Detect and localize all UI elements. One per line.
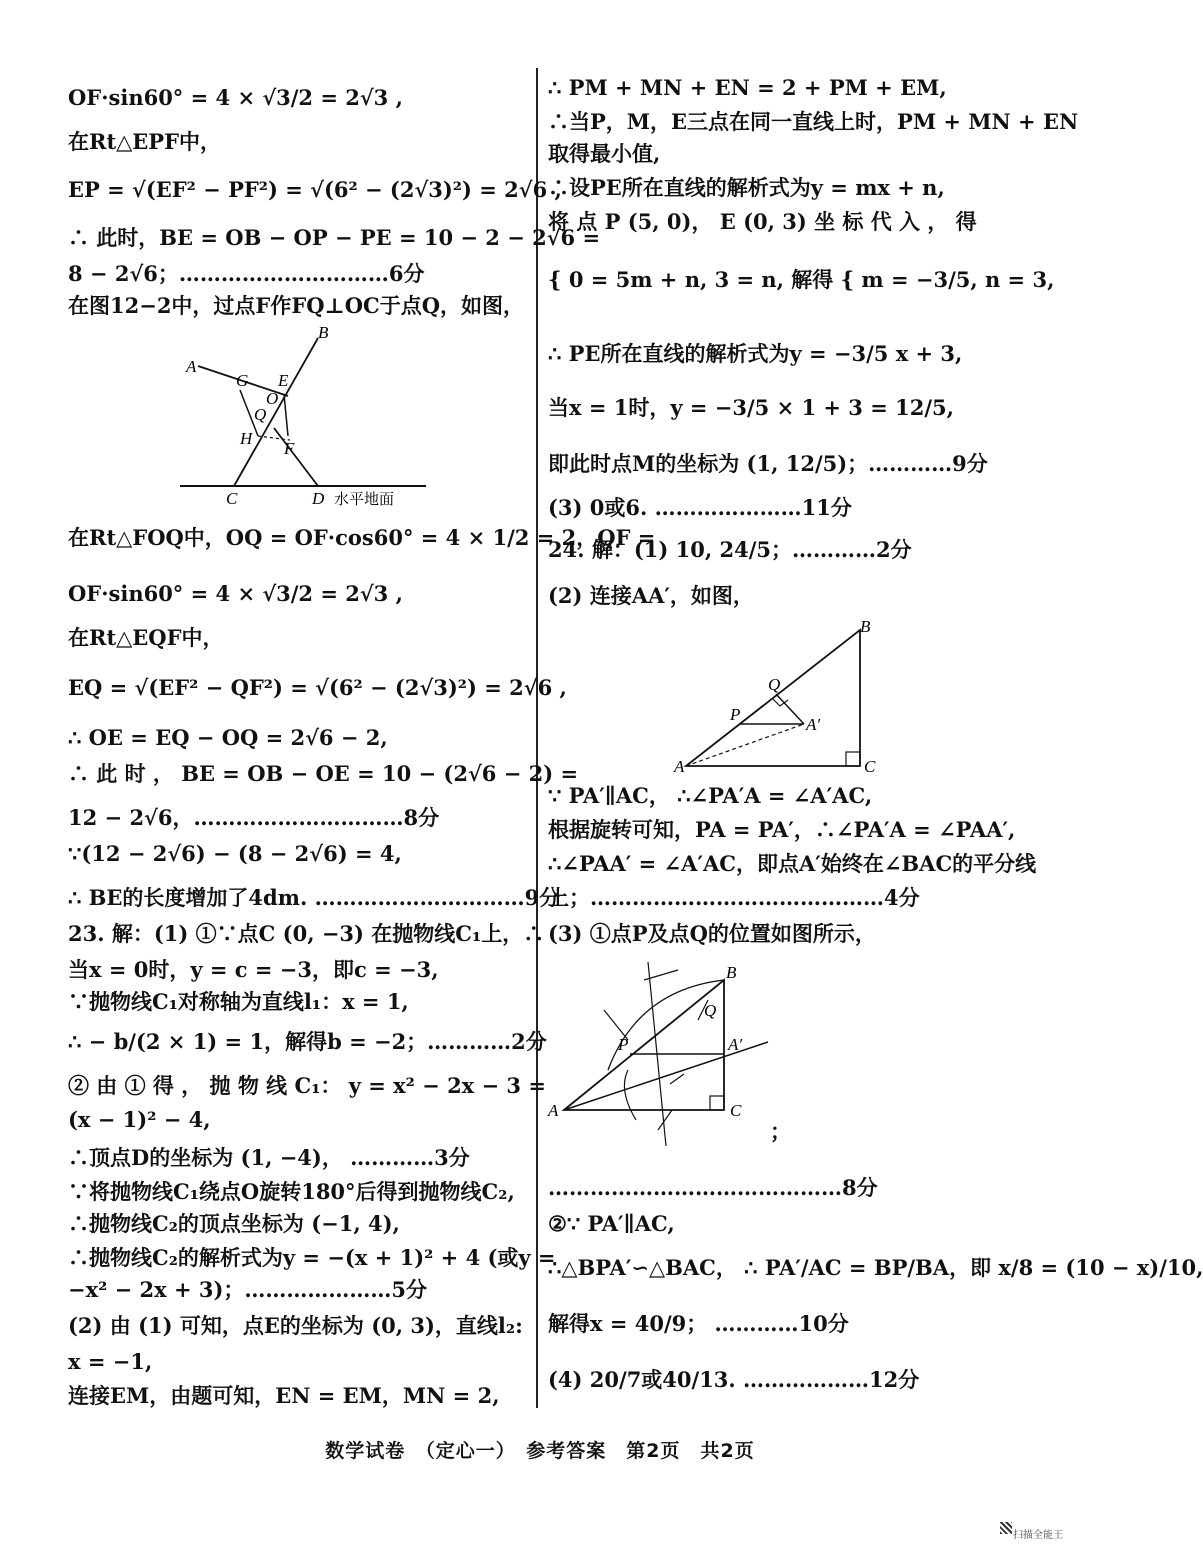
- text-line: ∴ PE所在直线的解析式为y = −3/5 x + 3,: [548, 341, 963, 366]
- fig1-label-G: G: [236, 371, 249, 390]
- text-line: ……………………………………8分: [548, 1175, 878, 1200]
- text-line: ∵抛物线C₁对称轴为直线l₁：x = 1,: [68, 989, 409, 1014]
- qr-code-icon: [1000, 1522, 1012, 1534]
- text-line: x = −1,: [68, 1349, 153, 1374]
- text-line: 上；……………………………………4分: [548, 885, 920, 910]
- text-line: 当x = 1时，y = −3/5 × 1 + 3 = 12/5,: [548, 395, 954, 420]
- text-line: 将 点 P (5, 0)， E (0, 3) 坐 标 代 入 ， 得: [548, 209, 977, 234]
- fig1-label-A: A: [186, 357, 197, 376]
- text-line: OF·sin60° = 4 × √3/2 = 2√3 ,: [68, 581, 403, 606]
- text-line: ∵将抛物线C₁绕点O旋转180°后得到抛物线C₂,: [68, 1179, 515, 1204]
- text-line: ∴ 此时，BE = OB − OP − PE = 10 − 2 − 2√6 =: [68, 225, 601, 250]
- fig1-label-B: B: [318, 323, 329, 342]
- fig2-label-A: A: [674, 757, 685, 776]
- text-line: ∴ BE的长度增加了4dm. …………………………9分: [68, 885, 561, 910]
- text-line: EQ = √(EF² − QF²) = √(6² − (2√3)²) = 2√6 ,: [68, 675, 567, 700]
- fig3-label-P: P: [618, 1035, 629, 1054]
- text-line: ∴△BPA′∽△BAC， ∴ PA′/AC = BP/BA，即 x/8 = (10 − x)/10,: [548, 1255, 1203, 1280]
- text-line: ②∵ PA′∥AC,: [548, 1211, 675, 1236]
- text-line: ；: [770, 1119, 791, 1144]
- fig2-label-C: C: [864, 757, 876, 776]
- column-divider: [536, 68, 538, 1408]
- text-line: ∴顶点D的坐标为 (1, −4)， …………3分: [68, 1145, 470, 1170]
- text-line: OF·sin60° = 4 × √3/2 = 2√3 ,: [68, 85, 403, 110]
- text-line: ∴∠PAA′ = ∠A′AC，即点A′始终在∠BAC的平分线: [548, 851, 1037, 876]
- text-line: ∴ 此 时 ， BE = OB − OE = 10 − (2√6 − 2) =: [68, 761, 579, 786]
- text-line: 取得最小值,: [548, 141, 661, 166]
- text-line: ② 由 ① 得 ， 抛 物 线 C₁： y = x² − 2x − 3 =: [68, 1073, 546, 1098]
- text-line: EP = √(EF² − PF²) = √(6² − (2√3)²) = 2√6 ,: [68, 177, 562, 202]
- text-line: 8 − 2√6；…………………………6分: [68, 261, 425, 286]
- fig1-label-C: C: [226, 489, 238, 508]
- text-line: 连接EM，由题可知，EN = EM，MN = 2,: [68, 1383, 500, 1408]
- fig2-label-B: B: [860, 617, 871, 636]
- text-line: 在图12−2中，过点F作FQ⊥OC于点Q，如图，: [68, 293, 525, 318]
- text-line: ∴抛物线C₂的顶点坐标为 (−1, 4),: [68, 1211, 400, 1236]
- text-line: 在Rt△EPF中，: [68, 129, 222, 154]
- page-footer: 数学试卷 （定心一） 参考答案 第2页 共2页: [325, 1440, 755, 1462]
- fig3-label-A: A: [548, 1101, 559, 1120]
- text-line: ∴抛物线C₂的解析式为y = −(x + 1)² + 4 (或y =: [68, 1245, 556, 1270]
- fig1-ground-label: 水平地面: [334, 492, 395, 508]
- text-line: ∵ PA′∥AC， ∴∠PA′A = ∠A′AC,: [548, 783, 873, 808]
- text-line: 当x = 0时，y = c = −3，即c = −3,: [68, 957, 439, 982]
- fig1-label-F: F: [284, 439, 295, 458]
- text-line: (2) 由 (1) 可知，点E的坐标为 (0, 3)，直线l₂:: [68, 1313, 523, 1338]
- figure-12-2: [178, 323, 428, 510]
- fig1-label-O: O: [266, 389, 279, 408]
- fig2-label-A-prime: A′: [806, 715, 821, 734]
- text-line: −x² − 2x + 3)；…………………5分: [68, 1277, 428, 1302]
- text-line: (x − 1)² − 4,: [68, 1107, 211, 1132]
- text-line: 根据旋转可知，PA = PA′，∴∠PA′A = ∠PAA′,: [548, 817, 1016, 842]
- text-line: 12 − 2√6，…………………………8分: [68, 805, 440, 830]
- text-line: ∴设PE所在直线的解析式为y = mx + n,: [548, 175, 945, 200]
- text-line: 23. 解：(1) ①∵点C (0, −3) 在抛物线C₁上，∴: [68, 921, 545, 946]
- text-line: ∴ − b/(2 × 1) = 1，解得b = −2；…………2分: [68, 1029, 547, 1054]
- text-line: (2) 连接AA′，如图，: [548, 583, 754, 608]
- figure-24-2: [670, 618, 890, 780]
- fig3-label-C: C: [730, 1101, 742, 1120]
- scanner-watermark: 扫描全能王: [1013, 1530, 1063, 1541]
- text-line: (3) 0或6. …………………11分: [548, 495, 852, 520]
- text-line: { 0 = 5m + n, 3 = n, 解得 { m = −3/5, n = 3,: [548, 267, 1055, 292]
- text-line: 在Rt△FOQ中，OQ = OF·cos60° = 4 × 1/2 = 2，QF =: [68, 525, 656, 550]
- text-line: (4) 20/7或40/13. ………………12分: [548, 1367, 920, 1392]
- text-line: 即此时点M的坐标为 (1, 12/5)；…………9分: [548, 451, 988, 476]
- text-line: 在Rt△EQF中，: [68, 625, 224, 650]
- text-line: ∴ OE = EQ − OQ = 2√6 − 2,: [68, 725, 388, 750]
- fig3-label-A-prime: A′: [728, 1035, 743, 1054]
- text-line: ∴当P，M，E三点在同一直线上时，PM + MN + EN: [548, 109, 1079, 134]
- fig1-label-H: H: [240, 429, 253, 448]
- fig1-label-D: D: [312, 489, 325, 508]
- text-line: (3) ①点P及点Q的位置如图所示，: [548, 921, 876, 946]
- text-line: 解得x = 40/9； …………10分: [548, 1311, 849, 1336]
- fig2-label-Q: Q: [768, 675, 781, 694]
- text-line: 24. 解：(1) 10, 24/5；…………2分: [548, 537, 912, 562]
- fig2-label-P: P: [730, 705, 741, 724]
- fig1-label-E: E: [278, 371, 289, 390]
- figure-24-3: [548, 950, 788, 1154]
- text-line: ∵(12 − 2√6) − (8 − 2√6) = 4,: [68, 841, 402, 866]
- text-line: ∴ PM + MN + EN = 2 + PM + EM,: [548, 75, 947, 100]
- fig3-label-Q: Q: [704, 1001, 717, 1020]
- fig3-label-B: B: [726, 963, 737, 982]
- fig1-label-Q: Q: [254, 405, 267, 424]
